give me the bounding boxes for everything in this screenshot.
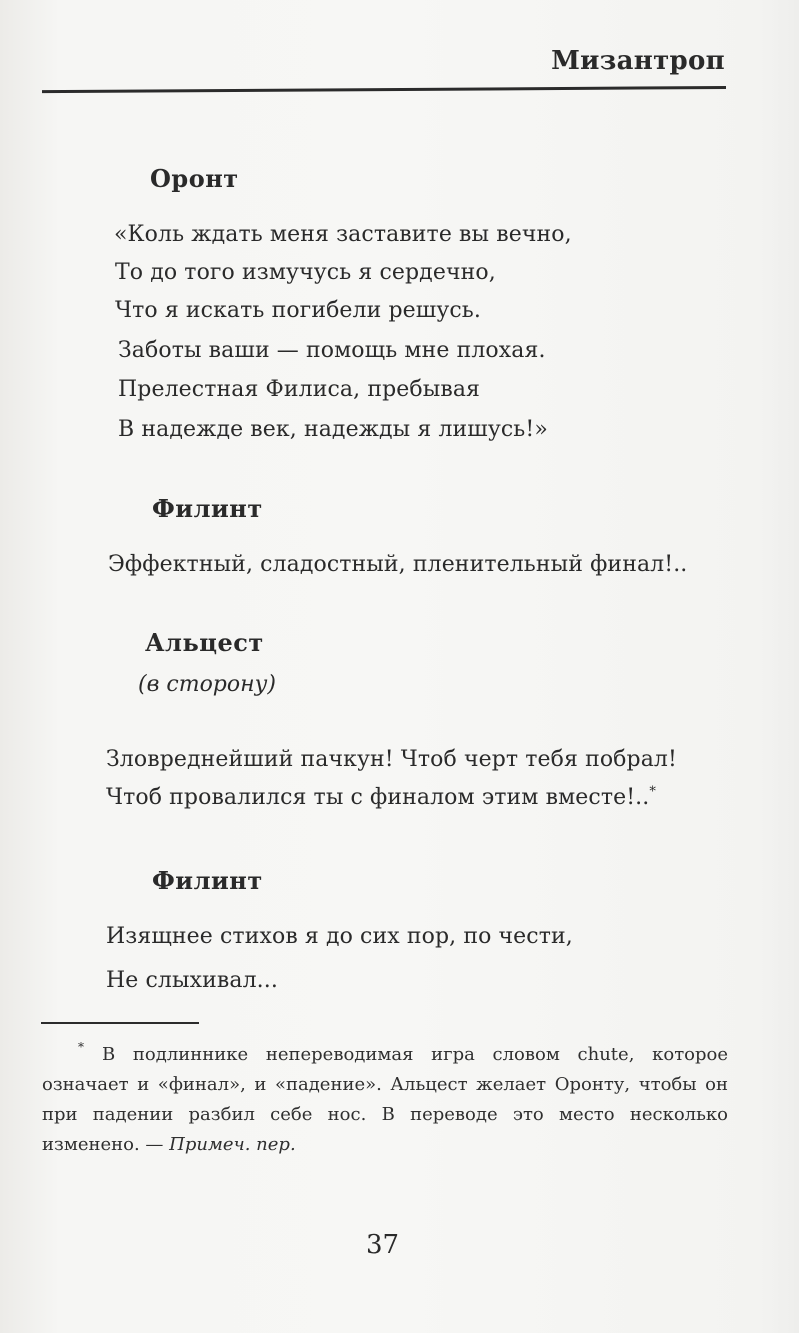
footnote-attribution: Примеч. пер.: [169, 1134, 296, 1155]
header-rule: [42, 86, 726, 93]
footnote-reference: *: [649, 784, 656, 800]
verse-line: Эффектный, сладостный, пленительный финал!..: [108, 552, 688, 577]
verse-line: «Коль ждать меня заставите вы вечно,: [114, 222, 572, 247]
page-number: 37: [366, 1230, 400, 1260]
verse-line: В надежде век, надежды я лишусь!»: [118, 417, 548, 442]
footnote-separator: [41, 1022, 199, 1024]
speaker-name: Оронт: [150, 164, 239, 193]
running-head-title: Мизантроп: [551, 46, 725, 76]
speaker-name: Альцест: [145, 628, 264, 657]
verse-line: Не слыхивал...: [106, 968, 278, 993]
footnote-text: В подлиннике непереводимая игра словом chute, которое означает и «финал», и «падение». Альцест желает Оронту, чтобы он при падении разбил себе нос. В переводе это место несколько изменено. —: [42, 1044, 728, 1155]
speaker-name: Филинт: [152, 866, 263, 895]
verse-line-with-note: [106, 785, 656, 810]
verse-line-text: Чтоб провалился ты с финалом этим вместе!..: [106, 785, 650, 810]
speaker-name: Филинт: [152, 494, 263, 523]
verse-line: Зловреднейший пачкун! Чтоб черт тебя побрал!: [106, 747, 677, 772]
stage-direction: (в сторону): [138, 672, 276, 697]
footnote: [42, 1040, 728, 1160]
footnote-marker: *: [78, 1040, 84, 1054]
verse-line: Заботы ваши — помощь мне плохая.: [118, 338, 546, 363]
verse-line: Что я искать погибели решусь.: [115, 298, 481, 323]
verse-line: То до того измучусь я сердечно,: [115, 260, 496, 285]
verse-line: Изящнее стихов я до сих пор, по чести,: [106, 924, 573, 949]
verse-line: Прелестная Филиса, пребывая: [118, 377, 481, 402]
